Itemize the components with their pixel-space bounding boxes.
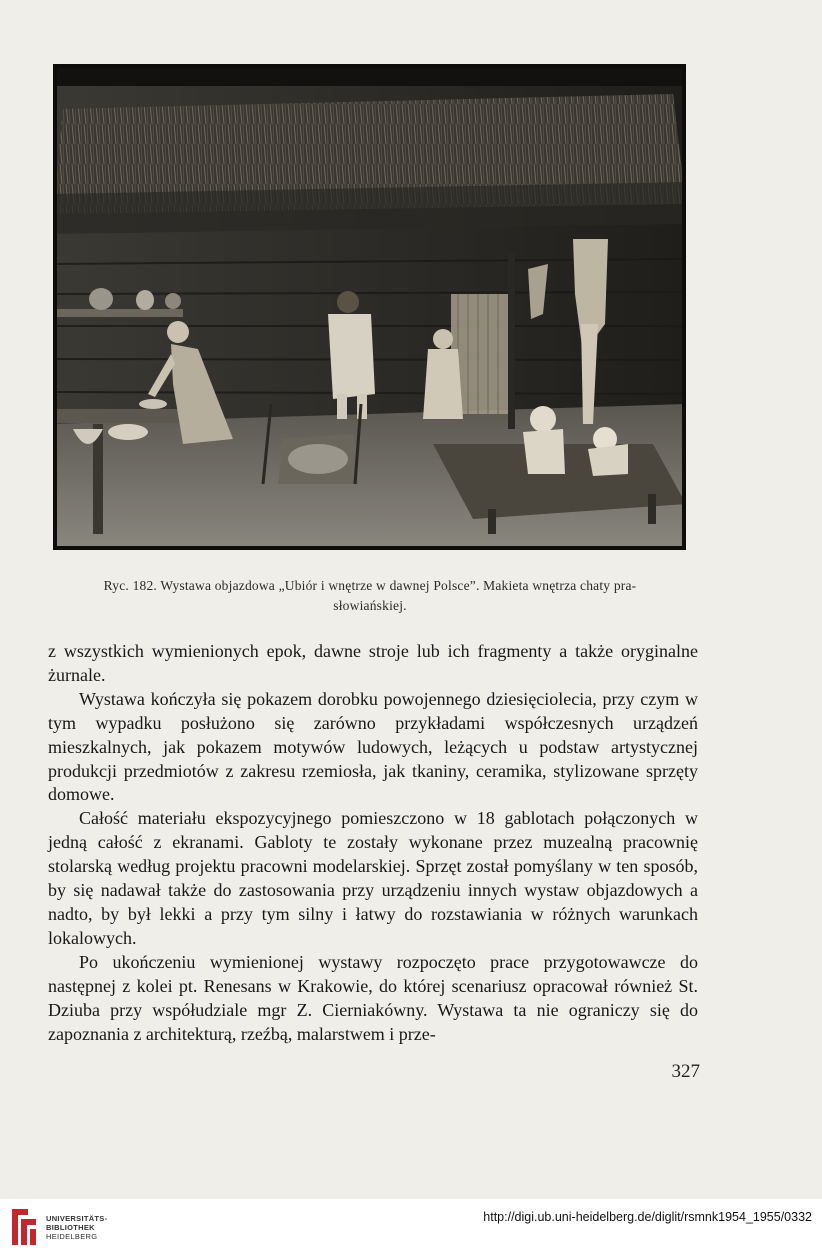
library-logo-icon[interactable] (8, 1205, 40, 1249)
library-name-line-2: BIBLIOTHEK (46, 1223, 95, 1232)
page-number: 327 (671, 1061, 700, 1082)
paragraph: Po ukończeniu wymienionej wystawy rozpoczęto prace przygotowawcze do następnej z kolei pt. Renesans w Krakowie, do której scenariusz opracował również St. Dziuba przy współudziale mgr Z. Cierniakówny. Wystawa ta nie ograniczy się do zapoznania z architekturą, rzeźbą, malarstwem i prze- (48, 951, 698, 1044)
library-name-line-3: HEIDELBERG (46, 1232, 98, 1241)
library-name-line-1: UNIVERSITÄTS- (46, 1214, 108, 1223)
caption-line-2: słowiańskiej. (333, 598, 407, 613)
figure-caption (40, 576, 700, 616)
body-text (48, 640, 698, 1046)
permalink[interactable]: http://digi.ub.uni-heidelberg.de/diglit/rsmnk1954_1955/0332 (483, 1210, 812, 1224)
paragraph: z wszystkich wymienionych epok, dawne stroje lub ich fragmenty a także oryginalne żurnale. (48, 641, 698, 685)
figure-photo (53, 64, 686, 550)
paragraph: Wystawa kończyła się pokazem dorobku powojennego dziesięciolecia, przy czym w tym wypadku posłużono się zarówno przykładami współczesnych urządzeń mieszkalnych, jak pokazem motywów ludowych, leżących u podstaw artystycznej produkcji przedmiotów z zakresu rzemiosła, jak tkaniny, ceramika, stylizowane sprzęty domowe. (48, 688, 698, 805)
library-name (46, 1214, 107, 1241)
caption-line-1: Ryc. 182. Wystawa objazdowa „Ubiór i wnętrze w dawnej Polsce”. Makieta wnętrza chaty pra- (103, 578, 637, 593)
hut-interior-photo (53, 64, 686, 550)
paragraph: Całość materiału ekspozycyjnego pomieszczono w 18 gablotach połączonych w jedną całość z ekranami. Gabloty te zostały wykonane przez muzealną pracownię stolarską według projektu pracowni modelarskiej. Sprzęt został pomyślany w ten sposób, by się nadawał także do zastosowania przy urządzeniu innych wystaw objazdowych a nadto, by był lekki a przy tym silny i łatwy do rozstawiania w różnych warunkach lokalowych. (48, 808, 698, 948)
footer-bar (0, 1199, 822, 1259)
